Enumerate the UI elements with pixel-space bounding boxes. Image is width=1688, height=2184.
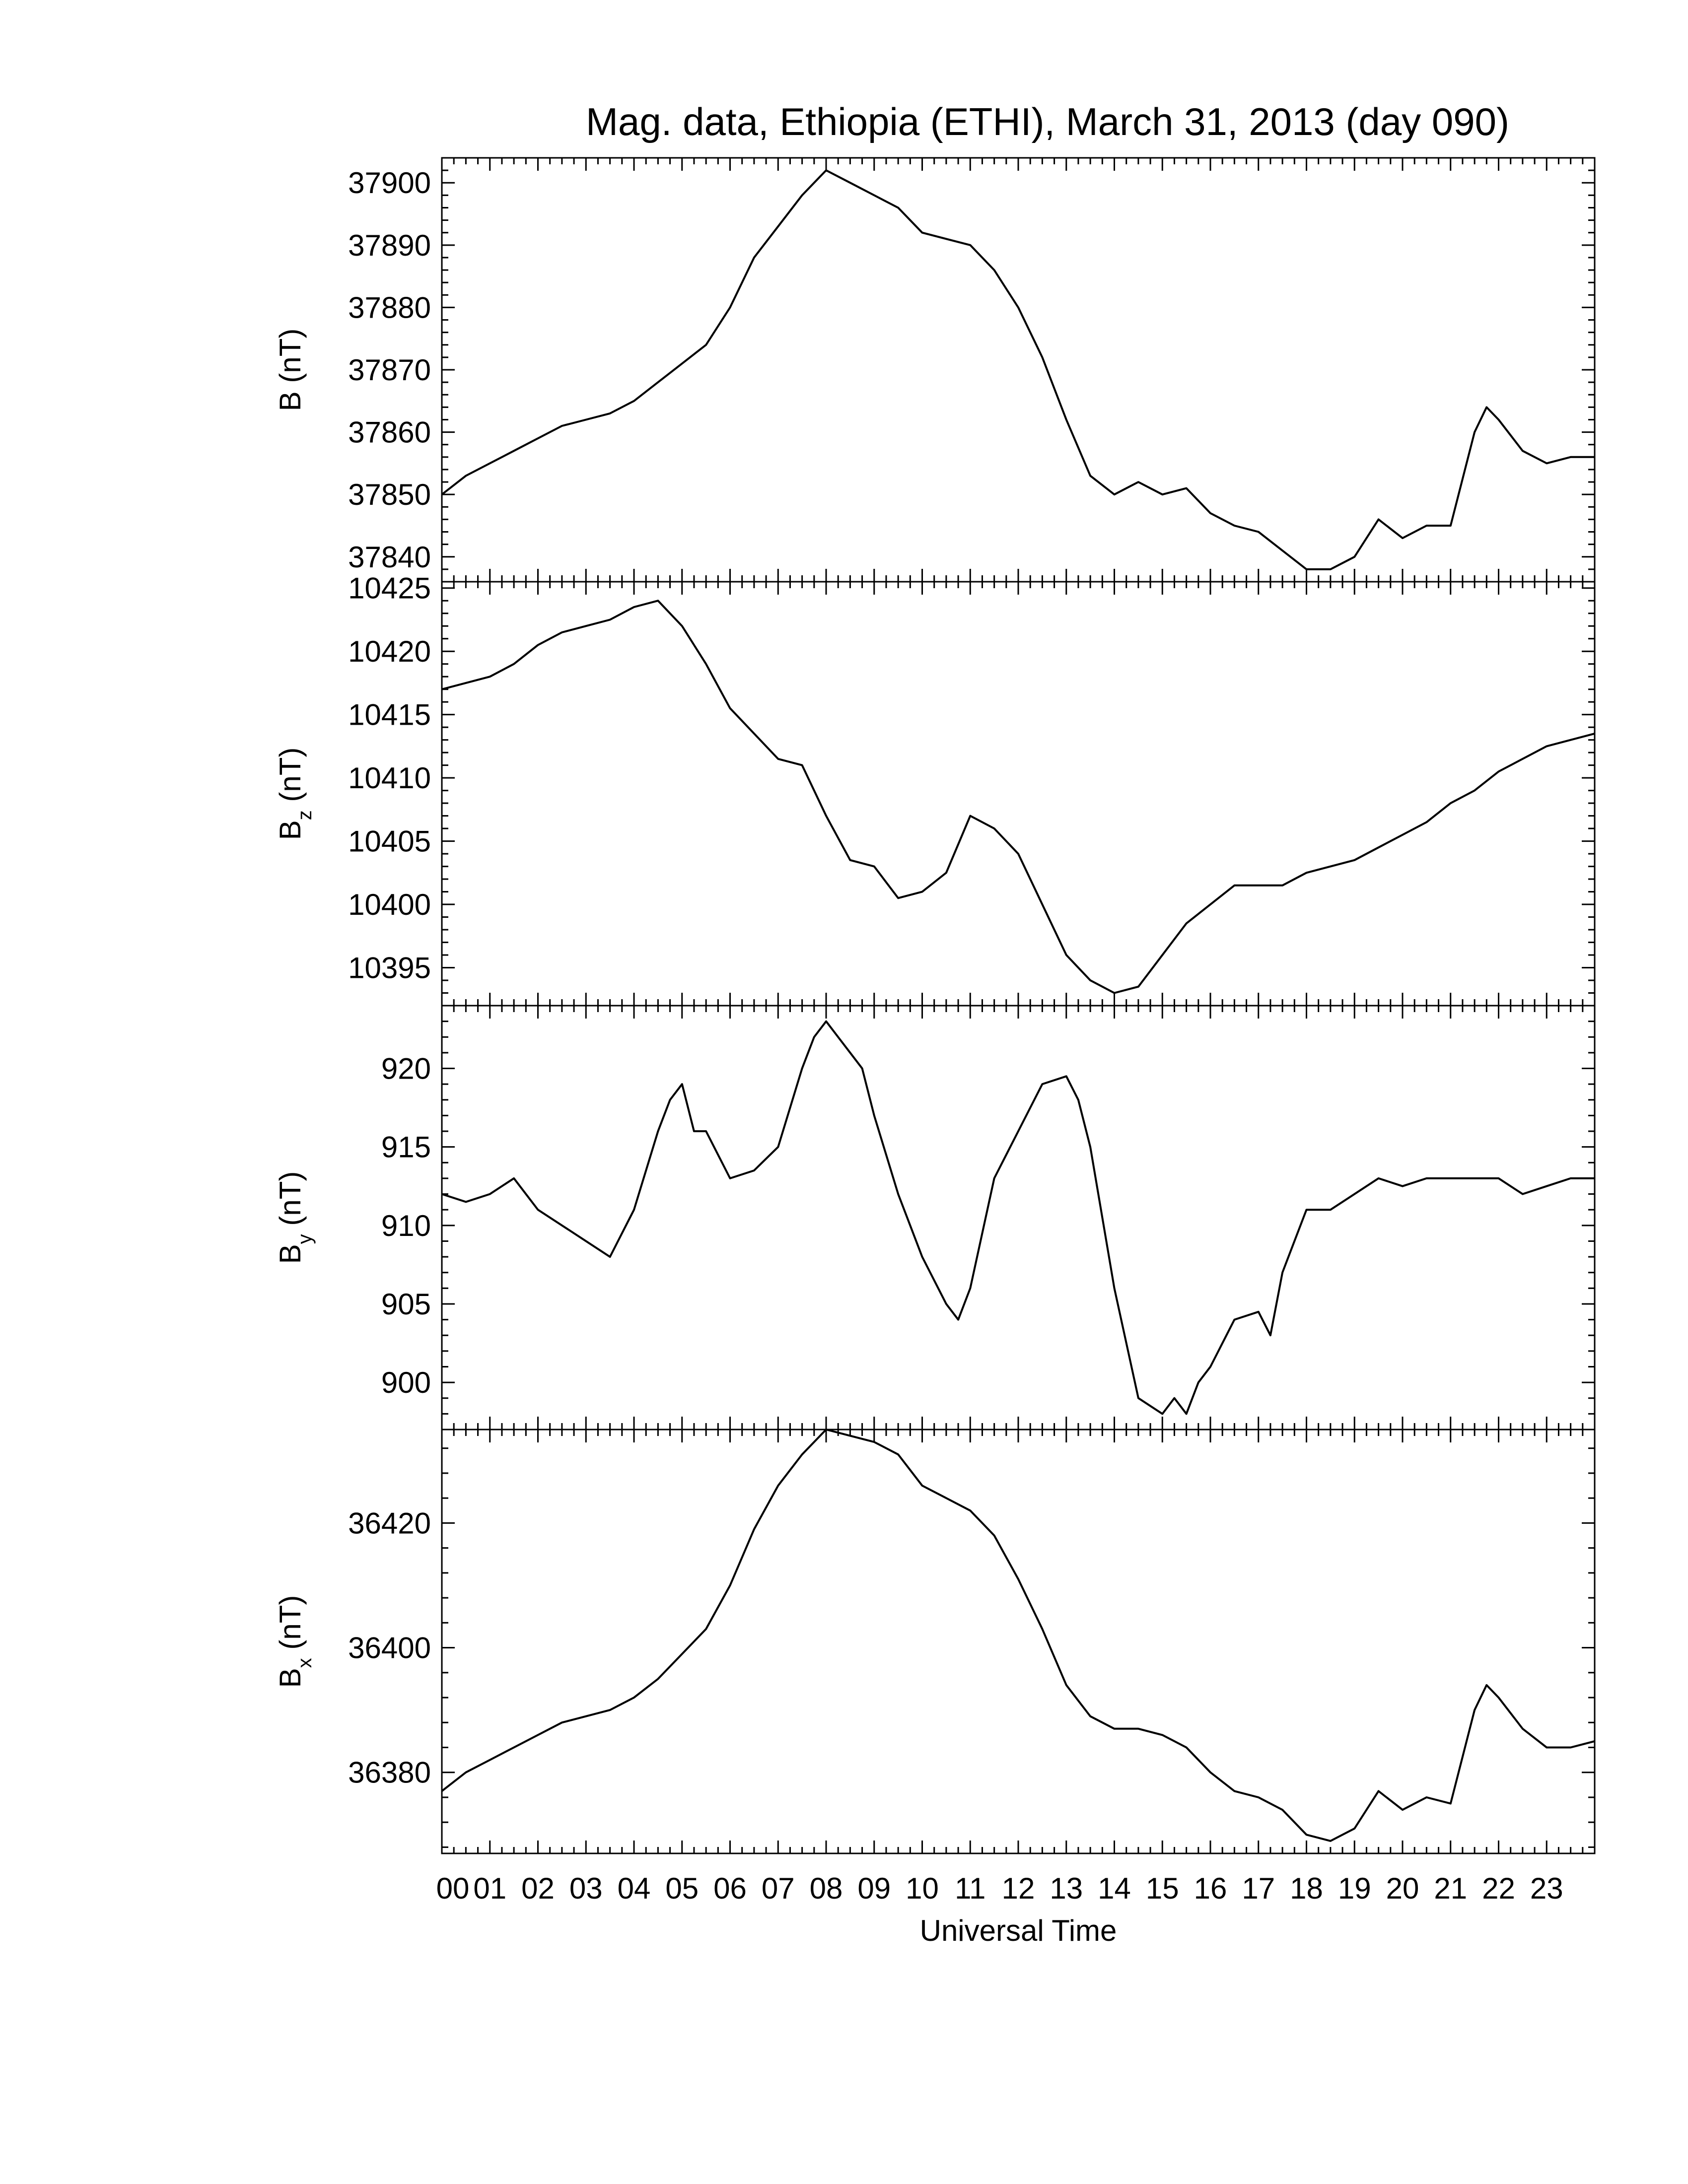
y-tick-label: 915 xyxy=(381,1130,431,1164)
y-tick-label: 37850 xyxy=(348,478,431,512)
chart-title: Mag. data, Ethiopia (ETHI), March 31, 2013 (day 090) xyxy=(586,100,1509,143)
y-axis-label-unit: (nT) xyxy=(274,1171,307,1234)
x-tick-label: 12 xyxy=(1001,1872,1035,1905)
x-tick-labels xyxy=(436,1872,1563,1905)
x-tick-label: 11 xyxy=(955,1872,986,1905)
series-line-Bx xyxy=(442,1430,1595,1841)
y-tick-label: 10395 xyxy=(348,951,431,985)
x-tick-label: 08 xyxy=(809,1872,843,1905)
x-tick-label: 10 xyxy=(906,1872,939,1905)
panel-frame xyxy=(442,158,1595,582)
panel-group xyxy=(274,158,1595,1853)
x-tick-label: 03 xyxy=(569,1872,603,1905)
y-tick-label: 37840 xyxy=(348,540,431,574)
y-tick-label: 10405 xyxy=(348,824,431,858)
y-tick-label: 37860 xyxy=(348,415,431,449)
y-tick-label: 10425 xyxy=(348,571,431,605)
y-axis-label xyxy=(274,748,316,840)
x-tick-label: 02 xyxy=(521,1872,555,1905)
x-tick-label: 15 xyxy=(1145,1872,1179,1905)
y-axis-label xyxy=(274,1595,316,1688)
series-line-By xyxy=(442,1022,1595,1414)
y-tick-label: 37890 xyxy=(348,228,431,262)
y-tick-label: 36400 xyxy=(348,1631,431,1665)
y-axis-label-unit: (nT) xyxy=(274,1595,307,1658)
x-tick-label: 23 xyxy=(1530,1872,1563,1905)
y-axis-label xyxy=(274,329,307,411)
x-tick-label: 17 xyxy=(1242,1872,1275,1905)
y-tick-label: 10410 xyxy=(348,761,431,795)
y-tick-label: 36380 xyxy=(348,1756,431,1789)
panel-frame xyxy=(442,1430,1595,1853)
panel-By xyxy=(274,1006,1595,1430)
x-tick-label: 21 xyxy=(1434,1872,1468,1905)
y-axis-label-subscript: z xyxy=(294,810,316,820)
panel-Bx xyxy=(274,1430,1595,1853)
panel-B xyxy=(274,158,1595,582)
y-tick-label: 10400 xyxy=(348,888,431,922)
x-tick-label: 06 xyxy=(713,1872,747,1905)
y-tick-label: 900 xyxy=(381,1366,431,1400)
x-tick-label: 18 xyxy=(1290,1872,1323,1905)
x-tick-label: 04 xyxy=(617,1872,651,1905)
x-tick-label: 14 xyxy=(1098,1872,1131,1905)
y-tick-label: 36420 xyxy=(348,1506,431,1540)
y-axis-label-main: B xyxy=(274,391,307,411)
y-tick-label: 37870 xyxy=(348,353,431,387)
panel-frame xyxy=(442,1006,1595,1430)
y-axis-label xyxy=(274,1171,316,1264)
x-axis-label: Universal Time xyxy=(919,1914,1117,1947)
y-tick-label: 920 xyxy=(381,1052,431,1086)
y-tick-label: 910 xyxy=(381,1209,431,1242)
x-tick-label: 00 xyxy=(436,1872,470,1905)
y-tick-label: 905 xyxy=(381,1287,431,1321)
y-axis-label-subscript: y xyxy=(294,1234,316,1244)
y-tick-label: 10415 xyxy=(348,698,431,732)
y-axis-label-subscript: x xyxy=(294,1658,316,1668)
x-tick-label: 20 xyxy=(1386,1872,1419,1905)
x-tick-label: 05 xyxy=(665,1872,699,1905)
y-axis-label-main: B xyxy=(274,1668,307,1688)
series-line-Bz xyxy=(442,601,1595,993)
panel-Bz xyxy=(274,572,1595,1006)
x-tick-label: 16 xyxy=(1194,1872,1227,1905)
x-tick-label: 22 xyxy=(1482,1872,1515,1905)
y-tick-label: 37900 xyxy=(348,166,431,200)
y-axis-label-unit: (nT) xyxy=(274,747,307,811)
series-line-B xyxy=(442,170,1595,569)
y-axis-label-unit: (nT) xyxy=(274,328,307,392)
y-tick-label: 37880 xyxy=(348,291,431,325)
y-axis-label-main: B xyxy=(274,1244,307,1264)
x-tick-label: 01 xyxy=(473,1872,507,1905)
x-tick-label: 09 xyxy=(857,1872,891,1905)
x-tick-label: 07 xyxy=(761,1872,795,1905)
y-tick-label: 10420 xyxy=(348,635,431,669)
x-tick-label: 13 xyxy=(1050,1872,1083,1905)
panel-frame xyxy=(442,582,1595,1006)
y-axis-label-main: B xyxy=(274,820,307,840)
x-tick-label: 19 xyxy=(1337,1872,1371,1905)
